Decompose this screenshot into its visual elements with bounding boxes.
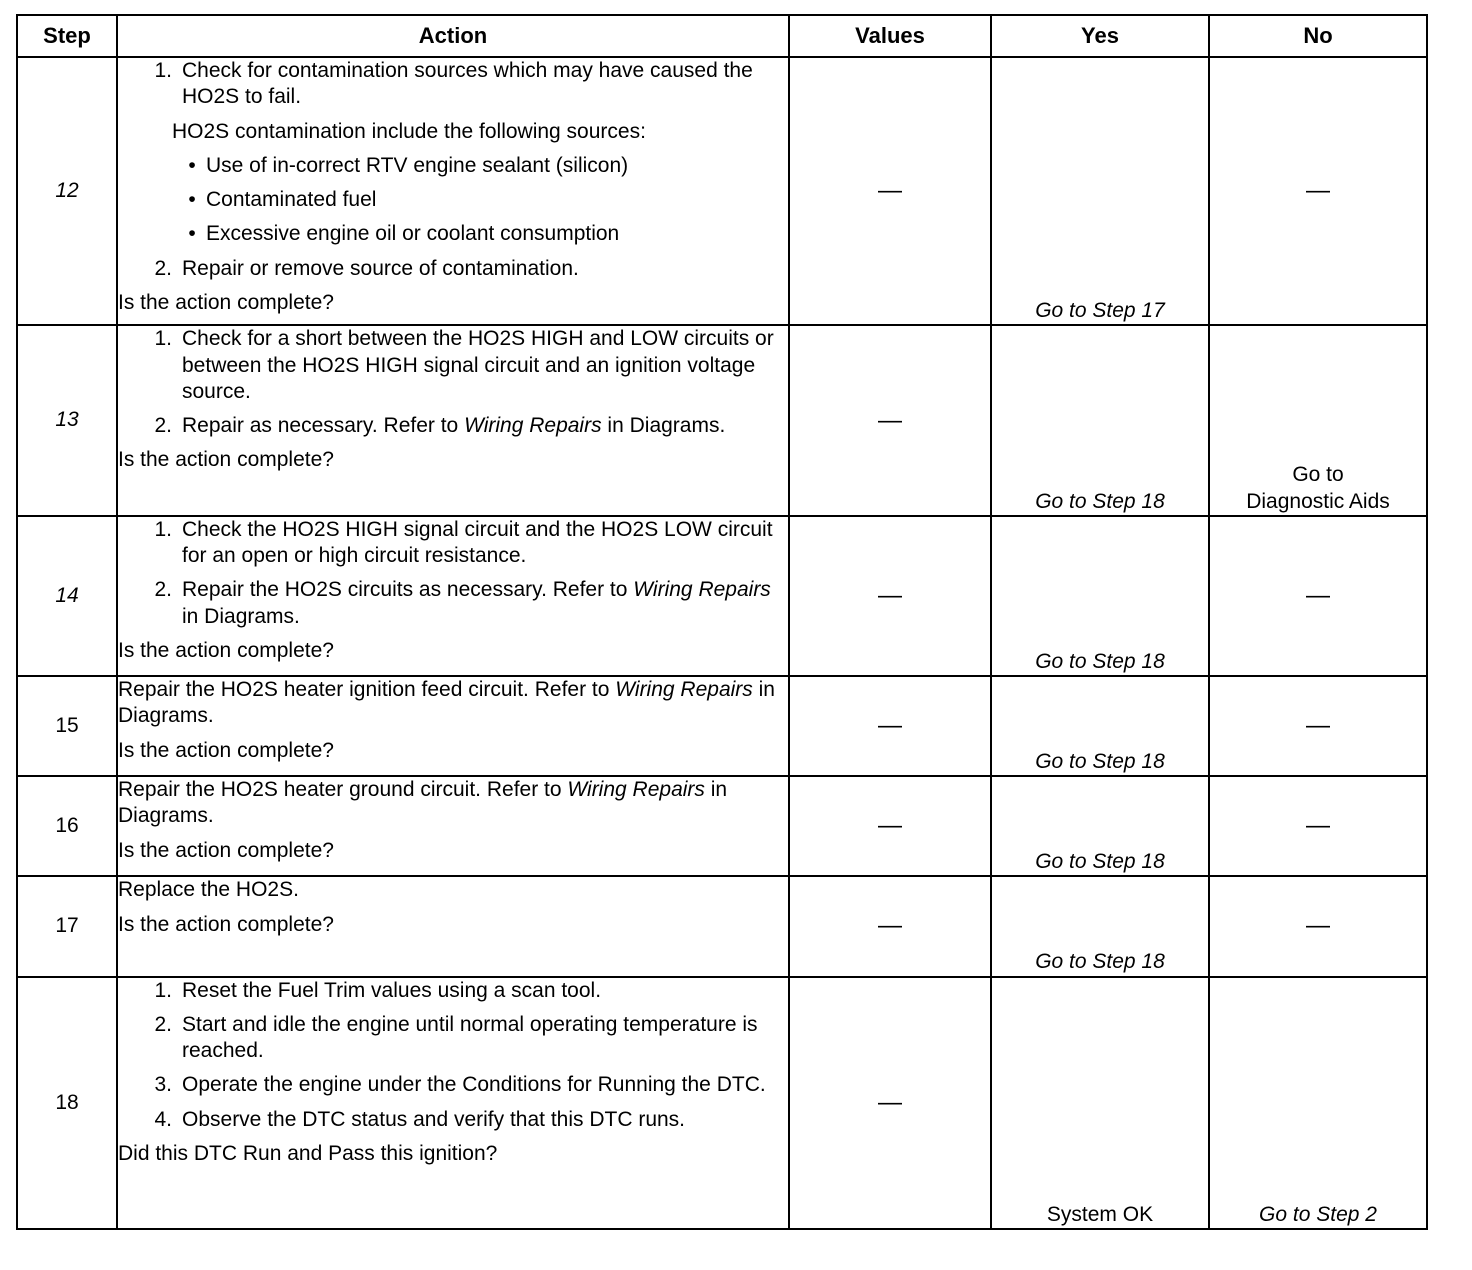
action-question: Is the action complete? (118, 290, 334, 314)
list-item: 1. Check the HO2S HIGH signal circuit and the HO2S LOW circuit for an open or high circuit resistance. (154, 517, 773, 568)
yes-cell: Go to Step 18 (991, 325, 1209, 515)
yes-cell: Go to Step 18 (991, 876, 1209, 976)
header-values: Values (789, 15, 991, 57)
list-item: 1. Reset the Fuel Trim values using a scan tool. (154, 978, 602, 1002)
no-cell: — (1209, 676, 1427, 776)
wiring-repairs-reference: Wiring Repairs (567, 778, 705, 802)
action-question: Did this DTC Run and Pass this ignition? (118, 1141, 498, 1165)
sources-intro: HO2S contamination include the following sources: (172, 119, 646, 143)
action-question: Is the action complete? (118, 912, 334, 936)
wiring-repairs-reference: Wiring Repairs (615, 678, 753, 702)
action-cell (117, 676, 789, 776)
values-cell: — (789, 676, 991, 776)
no-cell (1209, 325, 1427, 515)
list-item: 3. Operate the engine under the Conditions for Running the DTC. (154, 1073, 766, 1097)
header-row (17, 15, 1427, 57)
step-number: 15 (17, 676, 117, 776)
list-item: 2. Repair the HO2S circuits as necessary. Refer to Wiring Repairs in Diagrams. (154, 578, 771, 628)
bullet-item: • Excessive engine oil or coolant consumption (188, 222, 620, 246)
action-question: Is the action complete? (118, 738, 334, 762)
step-number: 12 (17, 57, 117, 325)
yes-cell: Go to Step 18 (991, 676, 1209, 776)
table-row-step-15 (17, 676, 1427, 776)
values-cell: — (789, 977, 991, 1230)
list-item: 1. Check for a short between the HO2S HIGH and LOW circuits or between the HO2S HIGH signal circuit and an ignition voltage source. (154, 327, 774, 403)
action-question: Is the action complete? (118, 838, 334, 862)
step-number: 14 (17, 516, 117, 676)
list-item: 2. Start and idle the engine until normal operating temperature is reached. (154, 1012, 758, 1062)
values-cell: — (789, 325, 991, 515)
header-no: No (1209, 15, 1427, 57)
wiring-repairs-reference: Wiring Repairs (633, 578, 771, 602)
list-item: 4. Observe the DTC status and verify that this DTC runs. (154, 1107, 686, 1131)
yes-cell: System OK (991, 977, 1209, 1230)
yes-cell: Go to Step 17 (991, 57, 1209, 325)
action-question: Is the action complete? (118, 448, 334, 472)
table-row-step-16 (17, 776, 1427, 876)
table-row-step-17 (17, 876, 1427, 976)
table-row-step-14 (17, 516, 1427, 676)
yes-cell: Go to Step 18 (991, 516, 1209, 676)
values-cell: — (789, 876, 991, 976)
action-question: Is the action complete? (118, 638, 334, 662)
step-number: 13 (17, 325, 117, 515)
table-row-step-13 (17, 325, 1427, 515)
step-number: 16 (17, 776, 117, 876)
action-text: Repair the HO2S heater ground circuit. Refer to Wiring Repairs in Diagrams. (118, 778, 728, 828)
values-cell: — (789, 776, 991, 876)
action-cell (117, 57, 789, 325)
diagnostic-table (16, 14, 1428, 1230)
bullet-item: • Contaminated fuel (188, 188, 377, 211)
step-number: 17 (17, 876, 117, 976)
table-row-step-12 (17, 57, 1427, 325)
action-text: Repair the HO2S heater ignition feed circuit. Refer to Wiring Repairs in Diagrams. (118, 678, 775, 728)
wiring-repairs-reference: Wiring Repairs (464, 414, 602, 438)
header-action: Action (117, 15, 789, 57)
no-cell: Go to Step 2 (1209, 977, 1427, 1230)
step-number: 18 (17, 977, 117, 1230)
no-cell: — (1209, 776, 1427, 876)
list-item: 2. Repair as necessary. Refer to Wiring Repairs in Diagrams. (154, 414, 726, 438)
action-cell (117, 325, 789, 515)
table-row-step-18 (17, 977, 1427, 1230)
bullet-item: • Use of in-correct RTV engine sealant (silicon) (188, 153, 629, 177)
no-cell: — (1209, 876, 1427, 976)
list-item: 1. Check for contamination sources which may have caused the HO2S to fail. (154, 59, 753, 109)
values-cell: — (789, 57, 991, 325)
list-item: 2. Repair or remove source of contamination. (154, 256, 579, 280)
action-text: Replace the HO2S. (118, 878, 299, 902)
header-step: Step (17, 15, 117, 57)
action-cell (117, 876, 789, 976)
action-cell (117, 776, 789, 876)
action-cell (117, 516, 789, 676)
no-line-2: Diagnostic Aids (1246, 489, 1390, 513)
yes-cell: Go to Step 18 (991, 776, 1209, 876)
no-line-1: Go to (1292, 463, 1344, 487)
no-cell: — (1209, 57, 1427, 325)
values-cell: — (789, 516, 991, 676)
no-cell: — (1209, 516, 1427, 676)
action-cell (117, 977, 789, 1230)
bullet-list (118, 153, 788, 248)
header-yes: Yes (991, 15, 1209, 57)
